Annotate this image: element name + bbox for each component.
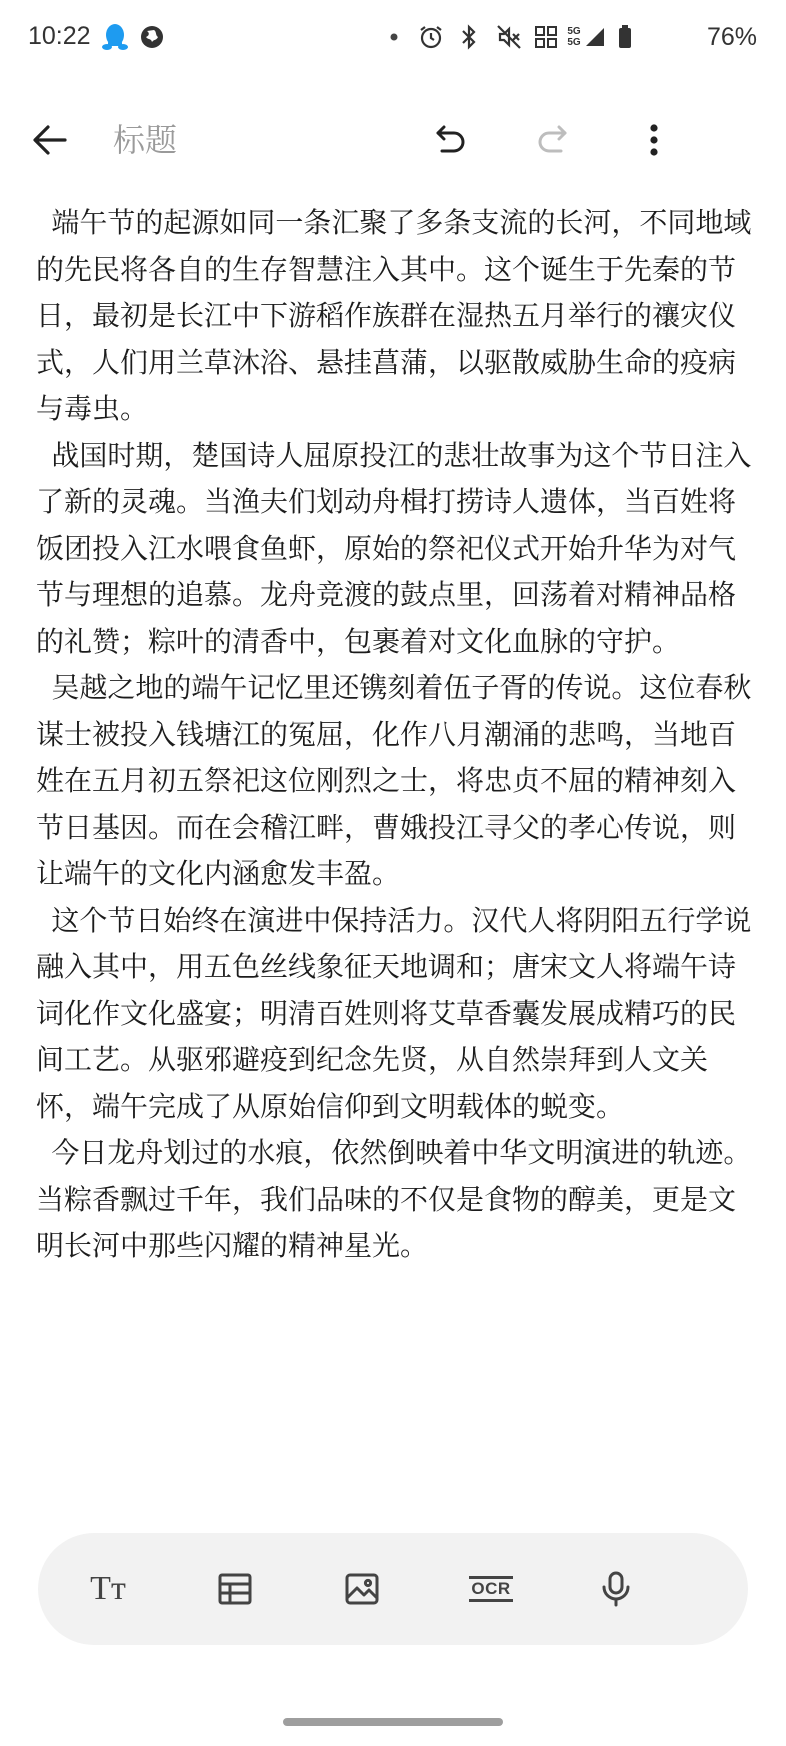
back-button[interactable] [22,112,78,168]
ocr-button[interactable] [461,1561,521,1617]
status-time: 10:22 [28,22,91,50]
ocr-icon [469,1576,512,1602]
text-format-button[interactable] [80,1561,136,1617]
mute-icon [494,22,524,52]
battery-percent: 76% [707,23,758,51]
note-paragraph[interactable]: 吴越之地的端午记忆里还镌刻着伍子胥的传说。这位春秋谋士被投入钱塘江的冤屈，化作八月潮涌的悲鸣，当地百姓在五月初五祭祀这位刚烈之士，将忠贞不屈的精神刻入节日基因。而在会稽江畔，曹娥投江寻父的孝心传说，则让端午的文化内涵愈发丰盈。 [36,671,752,890]
text-format-icon [90,1572,126,1606]
note-paragraph[interactable]: 今日龙舟划过的水痕，依然倒映着中华文明演进的轨迹。当粽香飘过千年，我们品味的不仅是食物的醇美，更是文明长河中那些闪耀的精神星光。 [36,1136,752,1262]
alarm-icon [416,22,446,52]
arrow-left-icon [32,124,68,156]
undo-icon [434,123,468,157]
signal-icon [582,22,608,52]
editor-toolbar [0,100,786,180]
text-format-label: Tт [90,1570,126,1607]
redo-button[interactable] [524,112,580,168]
note-paragraph[interactable]: 端午节的起源如同一条汇聚了多条支流的长河，不同地域的先民将各自的生存智慧注入其中。这个诞生于先秦的节日，最初是长江中下游稻作族群在湿热五月举行的禳灾仪式，人们用兰草沐浴、悬挂菖蒲，以驱散威胁生命的疫病与毒虫。 [36,206,752,425]
dot-icon [384,22,404,52]
note-paragraph[interactable]: 战国时期，楚国诗人屈原投江的悲壮故事为这个节日注入了新的灵魂。当渔夫们划动舟楫打捞诗人遗体，当百姓将饭团投入江水喂食鱼虾，原始的祭祀仪式开始升华为对气节与理想的追慕。龙舟竞渡的鼓点里，回荡着对精神品格的礼赞；粽叶的清香中，包裹着对文化血脉的守护。 [36,438,752,658]
undo-button[interactable] [423,112,479,168]
image-button[interactable] [334,1561,390,1617]
image-icon [345,1573,379,1605]
network-label-bottom: 5G [567,37,581,48]
more-options-button[interactable] [626,112,682,168]
battery-icon [617,22,633,52]
microphone-icon [601,1571,631,1607]
title-input[interactable] [113,120,413,160]
microphone-button[interactable] [588,1561,644,1617]
more-vertical-icon [649,123,659,157]
note-paragraph[interactable]: 这个节日始终在演进中保持活力。汉代人将阴阳五行学说融入其中，用五色丝线象征天地调和；唐宋文人将端午诗词化作文化盛宴；明清百姓则将艾草香囊发展成精巧的民间工艺。从驱邪避疫到纪念先贤，从自然崇拜到人文关怀，端午完成了从原始信仰到文明载体的蜕变。 [36,903,752,1123]
bluetooth-icon [455,22,483,52]
redo-icon [535,123,569,157]
bottom-toolbar [38,1533,748,1645]
status-bar [0,0,786,80]
network-label-top: 5G [567,26,581,37]
globe-icon [137,22,167,52]
note-body[interactable] [36,200,758,1270]
nfc-icon [532,22,560,52]
qq-icon [100,22,130,52]
home-indicator[interactable] [283,1718,503,1726]
table-icon [218,1573,252,1605]
table-button[interactable] [207,1561,263,1617]
ocr-label: OCR [469,1576,512,1602]
